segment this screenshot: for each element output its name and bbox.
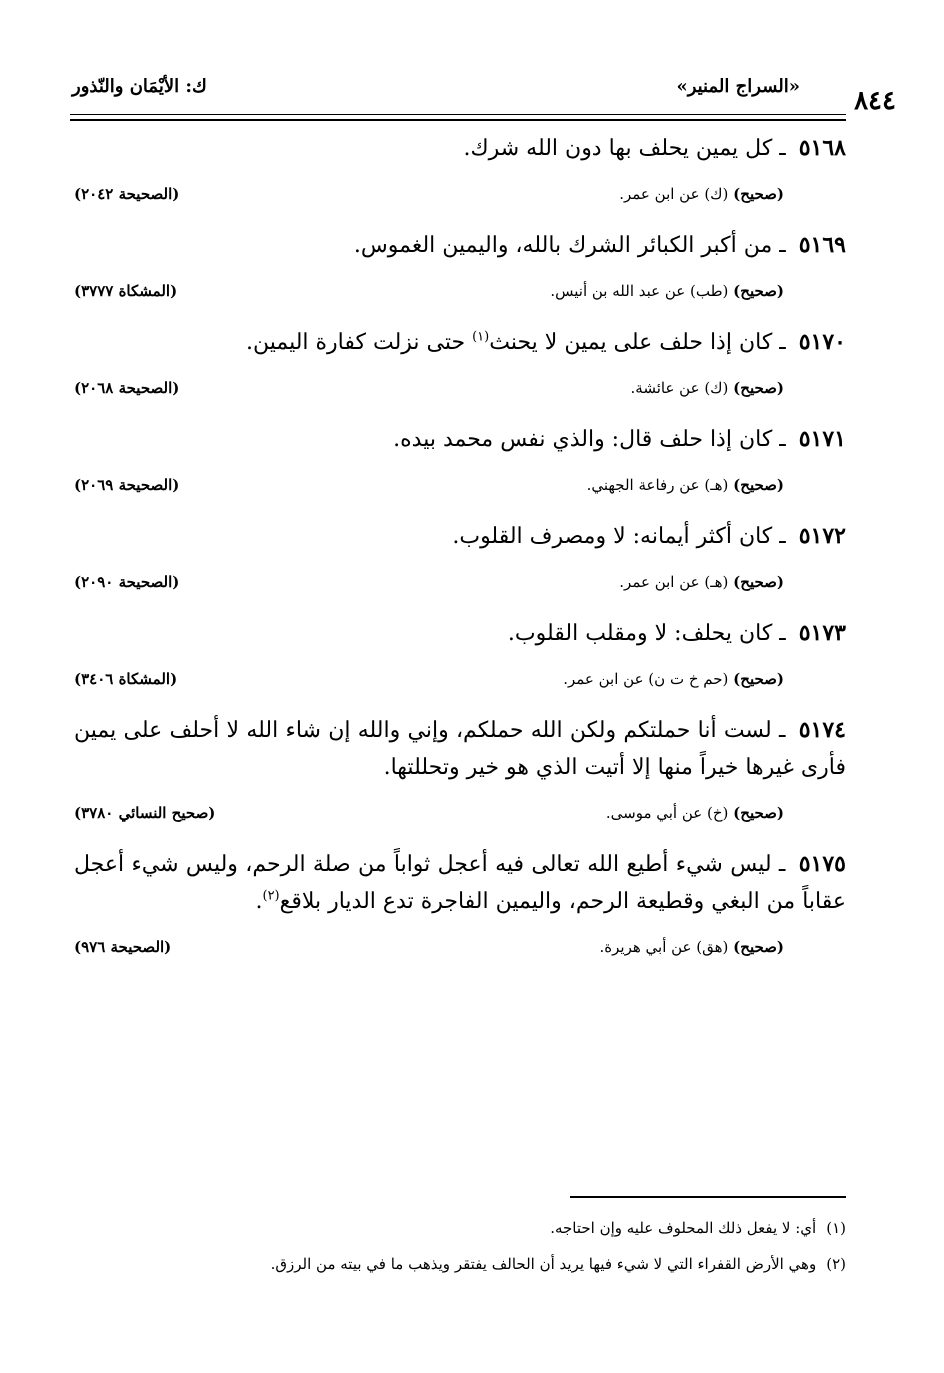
hadith-grade: (صحيح) bbox=[733, 185, 784, 203]
page-header bbox=[58, 72, 896, 118]
hadith-number: ٥١٧١ bbox=[798, 426, 846, 452]
hadith-narrator: (ك) عن ابن عمر. bbox=[619, 185, 729, 203]
source-row bbox=[74, 276, 846, 310]
header-rule bbox=[70, 114, 846, 121]
hadith-reference: (الصحيحة ٢٠٦٨) bbox=[74, 379, 180, 397]
footnote-text: أي: لا يفعل ذلك المحلوف عليه وإن احتاجه. bbox=[550, 1219, 817, 1237]
hadith-grade: (صحيح) bbox=[733, 670, 784, 688]
hadith-number: ٥١٧٤ bbox=[798, 717, 846, 743]
hadith-body: كل يمين يحلف بها دون الله شرك. bbox=[463, 136, 773, 161]
hadith-narrator: (هـ) عن ابن عمر. bbox=[619, 573, 729, 591]
hadith-reference: (صحيح النسائي ٣٧٨٠) bbox=[74, 804, 216, 822]
hadith-number: ٥١٦٨ bbox=[798, 135, 846, 161]
hadith-grade: (صحيح) bbox=[733, 476, 784, 494]
footnote bbox=[74, 1246, 846, 1282]
footnote-text: وهي الأرض القفراء التي لا شيء فيها يريد أن الحالف يفتقر ويذهب ما في بيته من الرزق. bbox=[270, 1255, 817, 1273]
hadith-body: ليس شيء أطيع الله تعالى فيه أعجل ثواباً من صلة الرحم، وليس شيء أعجل عقاباً من البغي وقطيعة الرحم، واليمين الفاجرة تدع الديار بلاقع bbox=[74, 852, 846, 914]
footnote-divider bbox=[570, 1196, 846, 1198]
hadith-reference: (الصحيحة ٢٠٤٢) bbox=[74, 185, 180, 203]
hadith-body: كان إذا حلف قال: والذي نفس محمد بيده. bbox=[393, 427, 773, 452]
hadith-reference: (المشكاة ٣٤٠٦) bbox=[74, 670, 178, 688]
hadith-grade: (صحيح) bbox=[733, 379, 784, 397]
hadith-text: ٥١٧١ ـ كان إذا حلف قال: والذي نفس محمد بيده. bbox=[393, 426, 846, 452]
hadith-body: لست أنا حملتكم ولكن الله حملكم، وإني والله إن شاء الله لا أحلف على يمين فأرى غيرها خيراً منها إلا أتيت الذي هو خير وتحللتها. bbox=[74, 718, 846, 780]
source-row bbox=[74, 932, 846, 966]
hadith-body-end: حتى نزلت كفارة اليمين. bbox=[245, 330, 473, 355]
hadith-grade: (صحيح) bbox=[733, 804, 784, 822]
hadith-reference: (الصحيحة ٩٧٦) bbox=[74, 938, 172, 956]
hadith-narrator: (خ) عن أبي موسى. bbox=[605, 804, 729, 822]
hadith-source bbox=[563, 670, 784, 688]
hadith-source bbox=[606, 804, 784, 822]
footnote-marker[interactable]: (١) bbox=[472, 329, 490, 345]
source-row bbox=[74, 567, 846, 601]
hadith-text: ٥١٧٢ ـ كان أكثر أيمانه: لا ومصرف القلوب. bbox=[452, 523, 846, 549]
hadith-body: كان يحلف: لا ومقلب القلوب. bbox=[507, 621, 773, 646]
hadith-number: ٥١٧٠ bbox=[798, 329, 846, 355]
hadith-narrator: (طب) عن عبد الله بن أنيس. bbox=[550, 282, 729, 300]
footnote-number: (٢) bbox=[826, 1255, 846, 1273]
footnotes bbox=[74, 1210, 846, 1282]
hadith-number: ٥١٧٥ bbox=[798, 851, 846, 877]
running-title: «السراج المنير» bbox=[676, 76, 800, 97]
hadith-text: ٥١٦٩ ـ من أكبر الكبائر الشرك بالله، واليمين الغموس. bbox=[353, 232, 846, 258]
hadith-body: كان إذا حلف على يمين لا يحنث bbox=[489, 330, 773, 355]
footnote bbox=[74, 1210, 846, 1246]
hadith-grade: (صحيح) bbox=[733, 573, 784, 591]
page-number: ٨٤٤ bbox=[854, 86, 896, 116]
hadith-source bbox=[587, 476, 784, 494]
hadith-list bbox=[74, 130, 846, 980]
hadith-text: ٥١٦٨ ـ كل يمين يحلف بها دون الله شرك. bbox=[463, 135, 846, 161]
hadith-source bbox=[619, 185, 784, 203]
hadith-body: كان أكثر أيمانه: لا ومصرف القلوب. bbox=[452, 524, 773, 549]
hadith-body: من أكبر الكبائر الشرك بالله، واليمين الغموس. bbox=[353, 233, 773, 258]
hadith-text: ٥١٧٥ ـ ليس شيء أطيع الله تعالى فيه أعجل ثواباً من صلة الرحم، وليس شيء أعجل عقاباً من البغي وقطيعة الرحم، واليمين الفاجرة تدع الديار بلاقع$^{(٢)}$. bbox=[74, 851, 846, 914]
source-row bbox=[74, 373, 846, 407]
hadith-reference: (المشكاة ٣٧٧٧) bbox=[74, 282, 178, 300]
footnote-number: (١) bbox=[826, 1219, 846, 1237]
source-row bbox=[74, 664, 846, 698]
source-row bbox=[74, 179, 846, 213]
hadith-text: ٥١٧٠ ـ كان إذا حلف على يمين لا يحنث$^{(١)}$ حتى نزلت كفارة اليمين. bbox=[245, 329, 846, 355]
hadith-narrator: (هـ) عن رفاعة الجهني. bbox=[586, 476, 729, 494]
hadith-grade: (صحيح) bbox=[733, 938, 784, 956]
source-row bbox=[74, 470, 846, 504]
hadith-source bbox=[631, 379, 784, 397]
hadith-narrator: (ك) عن عائشة. bbox=[630, 379, 729, 397]
hadith-number: ٥١٦٩ bbox=[798, 232, 846, 258]
hadith-source bbox=[550, 282, 784, 300]
hadith-number: ٥١٧٢ bbox=[798, 523, 846, 549]
hadith-number: ٥١٧٣ bbox=[798, 620, 846, 646]
chapter-title: ك: الأيْمَان والنّذور bbox=[72, 76, 207, 97]
hadith-body-end: . bbox=[255, 889, 263, 914]
footnote-marker[interactable]: (٢) bbox=[262, 888, 280, 904]
hadith-narrator: (حم خ ت ن) عن ابن عمر. bbox=[563, 670, 729, 688]
source-row bbox=[74, 798, 846, 832]
hadith-source bbox=[619, 573, 784, 591]
hadith-reference: (الصحيحة ٢٠٩٠) bbox=[74, 573, 180, 591]
hadith-text: ٥١٧٤ ـ لست أنا حملتكم ولكن الله حملكم، وإني والله إن شاء الله لا أحلف على يمين فأرى غيرها خيراً منها إلا أتيت الذي هو خير وتحللتها. bbox=[74, 717, 846, 780]
hadith-source bbox=[599, 938, 784, 956]
hadith-reference: (الصحيحة ٢٠٦٩) bbox=[74, 476, 180, 494]
hadith-grade: (صحيح) bbox=[733, 282, 784, 300]
hadith-narrator: (هق) عن أبي هريرة. bbox=[599, 938, 729, 956]
hadith-text: ٥١٧٣ ـ كان يحلف: لا ومقلب القلوب. bbox=[507, 620, 846, 646]
